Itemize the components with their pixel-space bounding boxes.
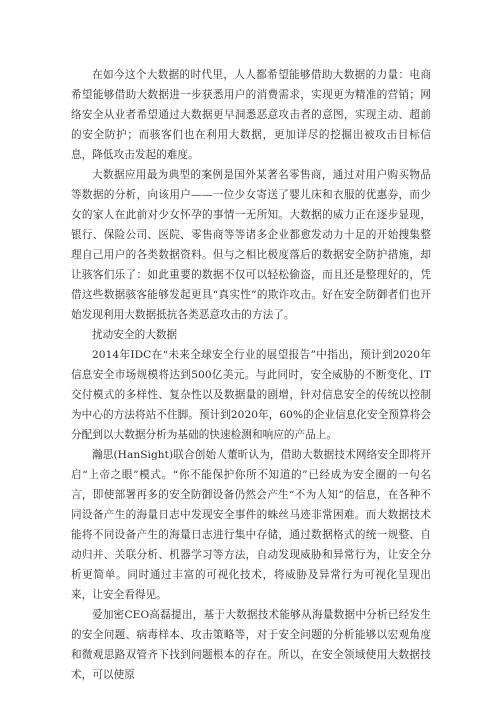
paragraph-idc-report: 2014年IDC在“未来全球安全行业的展望报告”中指出，预计到2020年信息安全市场规模将达到500亿美元。与此同时，安全威胁的不断变化、IT交付模式的多样性、复杂性以及数据量的剧增，针对信息安全的传统以控制为中心的方法将站不住脚。预计到2020年，60%的企业信息化安全预算将会分配到以大数据分析为基础的快速检测和响应的产品上。 xyxy=(71,349,431,441)
paragraph-hansight: 瀚思(HanSight)联合创始人董昕认为，借助大数据技术网络安全即将开启“上帝之眼”模式。“你不能保护你所不知道的”已经成为安全圈的一句名言，即使部署再多的安全防御设备仍然会产生“不为人知”的信息，在各种不同设备产生的海量日志中发现安全事件的蛛丝马迹非常困难。而大数据技术能将不同设备产生的海量日志进行集中存储，通过数据格式的统一规整、自动归并、关联分析、机器学习等方法，自动发现威胁和异常行为，让安全分析更简单。同时通过丰富的可视化技术，将威胁及异常行为可视化呈现出来，让安全看得见。 xyxy=(71,449,431,601)
paragraph-intro: 在如今这个大数据的时代里，人人都希望能够借助大数据的力量：电商希望能够借助大数据进一步获悉用户的消费需求，实现更为精准的营销；网络安全从业者希望通过大数据更早洞悉恶意攻击者的意图，实现主动、超前的安全防护；而骇客们也在利用大数据，更加详尽的挖掘出被攻击目标信息，降低攻击发起的难度。 xyxy=(71,69,431,161)
section-heading: 扰动安全的大数据 xyxy=(92,329,178,341)
paragraph-retail-case: 大数据应用最为典型的案例是国外某著名零售商，通过对用户购买物品等数据的分析，向该用户——一位少女寄送了婴儿床和衣服的优惠券，而少女的家人在此前对少女怀孕的事情一无所知。大数据的威力正在逐步显现，银行、保险公司、医院、零售商等等诸多企业都愈发动力十足的开始搜集整理自己用户的各类数据资料。但与之相比极度落后的数据安全防护措施，却让骇客们乐了：如此重要的数据不仅可以轻松偷盗，而且还是整理好的，凭借这些数据骇客能够发起更具“真实性”的欺诈攻击。好在安全防御者们也开始发现利用大数据抵抗各类恶意攻击的方法了。 xyxy=(71,169,431,321)
paragraph-ijiami: 爱加密CEO高磊提出，基于大数据技术能够从海量数据中分析已经发生的安全问题、病毒样本、攻击策略等，对于安全问题的分析能够以宏观角度和微观思路双管齐下找到问题根本的存在。所以，在安全领域使用大数据技术，可以使原 xyxy=(71,609,431,681)
